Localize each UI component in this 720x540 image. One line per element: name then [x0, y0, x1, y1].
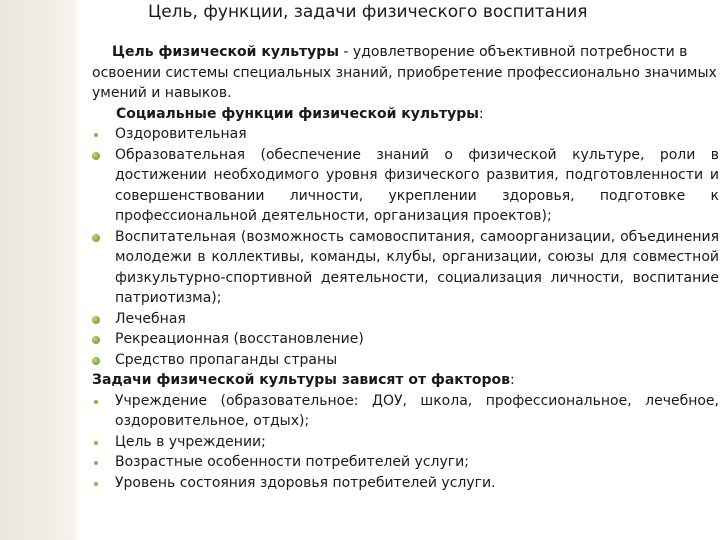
social-functions-list [92, 124, 719, 370]
goal-label: Цель физической культуры [112, 44, 339, 60]
list-item: Оздоровительная [92, 124, 719, 145]
list-item: Учреждение (образовательное: ДОУ, школа, профессиональное, лечебное, оздоровительное, отдых); [92, 391, 719, 432]
tasks-heading: Задачи физической культуры зависят от факторов: [92, 372, 515, 388]
tasks-list [92, 391, 719, 494]
list-item: Образовательная (обеспечение знаний о физической культуре, роли в достижении необходимого уровня физического развития, подготовленности и совершенствовании личности, укреплении здоровья, подготовке к профессиональной деятельности, организация проектов); [92, 145, 719, 227]
list-item: Возрастные особенности потребителей услуги; [92, 452, 719, 473]
list-item: Средство пропаганды страны [92, 350, 719, 371]
decorative-sidebar [0, 0, 82, 540]
slide-body [92, 42, 719, 493]
goal-paragraph [92, 42, 719, 104]
list-item: Уровень состояния здоровья потребителей услуги. [92, 473, 719, 494]
list-item: Цель в учреждении; [92, 432, 719, 453]
goal-text: - удовлетворение объективной потребности в освоении системы специальных знаний, приобретение профессионально значимых умений и навыков. [92, 44, 717, 101]
slide-title: Цель, функции, задачи физического воспитания [148, 2, 588, 22]
list-item: Воспитательная (возможность самовоспитания, самоорганизации, объединения молодежи в коллективы, команды, клубы, организации, союзы для совместной физкультурно-спортивной деятельности, социализация личности, воспитание патриотизма); [92, 227, 719, 309]
list-item: Лечебная [92, 309, 719, 330]
social-functions-heading: Социальные функции физической культуры: [116, 105, 484, 122]
list-item: Рекреационная (восстановление) [92, 329, 719, 350]
